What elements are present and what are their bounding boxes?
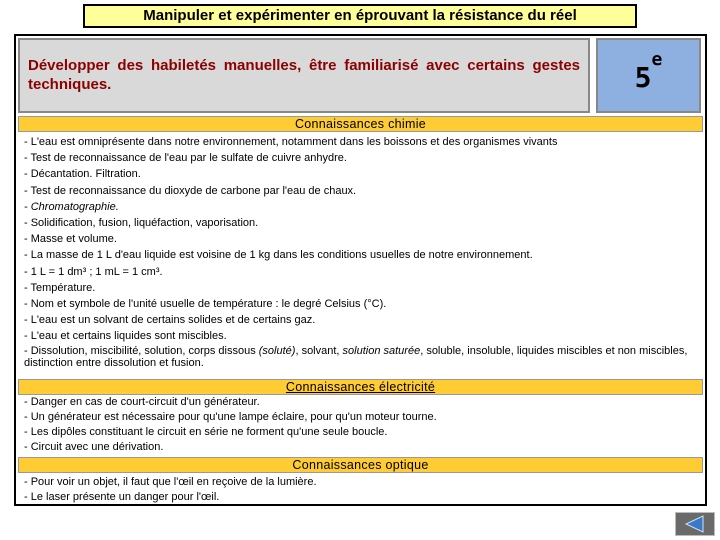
previous-slide-button[interactable] bbox=[675, 512, 715, 536]
list-item: - Chromatographie. bbox=[24, 200, 119, 213]
grade-label: 5e bbox=[634, 49, 663, 94]
list-item: - Test de reconnaissance du dioxyde de carbone par l'eau de chaux. bbox=[24, 184, 357, 197]
list-item: - L'eau est omniprésente dans notre environnement, notamment dans les boissons et des organismes vivants bbox=[24, 136, 558, 148]
grade-box bbox=[596, 38, 701, 113]
list-item: - Danger en cas de court-circuit d'un générateur. bbox=[24, 396, 260, 408]
chimie-list bbox=[24, 134, 700, 369]
content-frame bbox=[14, 34, 707, 506]
list-item: - Le laser présente un danger pour l'œil. bbox=[24, 491, 220, 503]
list-item: - Dissolution, miscibilité, solution, corps dissous (soluté), solvant, solution saturée, soluble, insoluble, liquides miscibles et non miscibles, distinction entre dissolution et fusion. bbox=[24, 344, 688, 369]
section-heading-electricite: Connaissances électricité bbox=[18, 379, 703, 395]
objective-text: Développer des habiletés manuelles, être familiarisé avec certains gestes techniques. bbox=[28, 57, 580, 93]
list-item: - Solidification, fusion, liquéfaction, vaporisation. bbox=[24, 217, 259, 230]
list-item: - Circuit avec une dérivation. bbox=[24, 441, 164, 453]
list-item: - L'eau est un solvant de certains solides et de certains gaz. bbox=[24, 314, 316, 327]
list-item: - La masse de 1 L d'eau liquide est voisine de 1 kg dans les conditions usuelles de notre environnement. bbox=[24, 249, 533, 262]
list-item: - Température. bbox=[24, 281, 96, 294]
list-item: - 1 L = 1 dm³ ; 1 mL = 1 cm³. bbox=[24, 265, 163, 278]
list-item: - L'eau et certains liquides sont miscibles. bbox=[24, 330, 227, 343]
section-heading-optique: Connaissances optique bbox=[18, 457, 703, 473]
optique-list bbox=[24, 475, 700, 505]
previous-arrow-icon bbox=[676, 513, 714, 535]
list-item: - Masse et volume. bbox=[24, 233, 117, 246]
list-item: - Test de reconnaissance de l'eau par le sulfate de cuivre anhydre. bbox=[24, 152, 347, 165]
objective-box bbox=[18, 38, 590, 113]
list-item: - Décantation. Filtration. bbox=[24, 168, 141, 181]
list-item: - Les dipôles constituant le circuit en série ne forment qu'une seule boucle. bbox=[24, 426, 388, 438]
section-heading-chimie: Connaissances chimie bbox=[18, 116, 703, 132]
list-item: - Nom et symbole de l'unité usuelle de température : le degré Celsius (°C). bbox=[24, 298, 387, 311]
list-item: - Pour voir un objet, il faut que l'œil en reçoive de la lumière. bbox=[24, 476, 317, 488]
page-title: Manipuler et expérimenter en éprouvant la résistance du réel bbox=[83, 4, 637, 28]
electricite-list bbox=[24, 395, 700, 455]
list-item: - Un générateur est nécessaire pour qu'une lampe éclaire, pour qu'un moteur tourne. bbox=[24, 411, 437, 423]
